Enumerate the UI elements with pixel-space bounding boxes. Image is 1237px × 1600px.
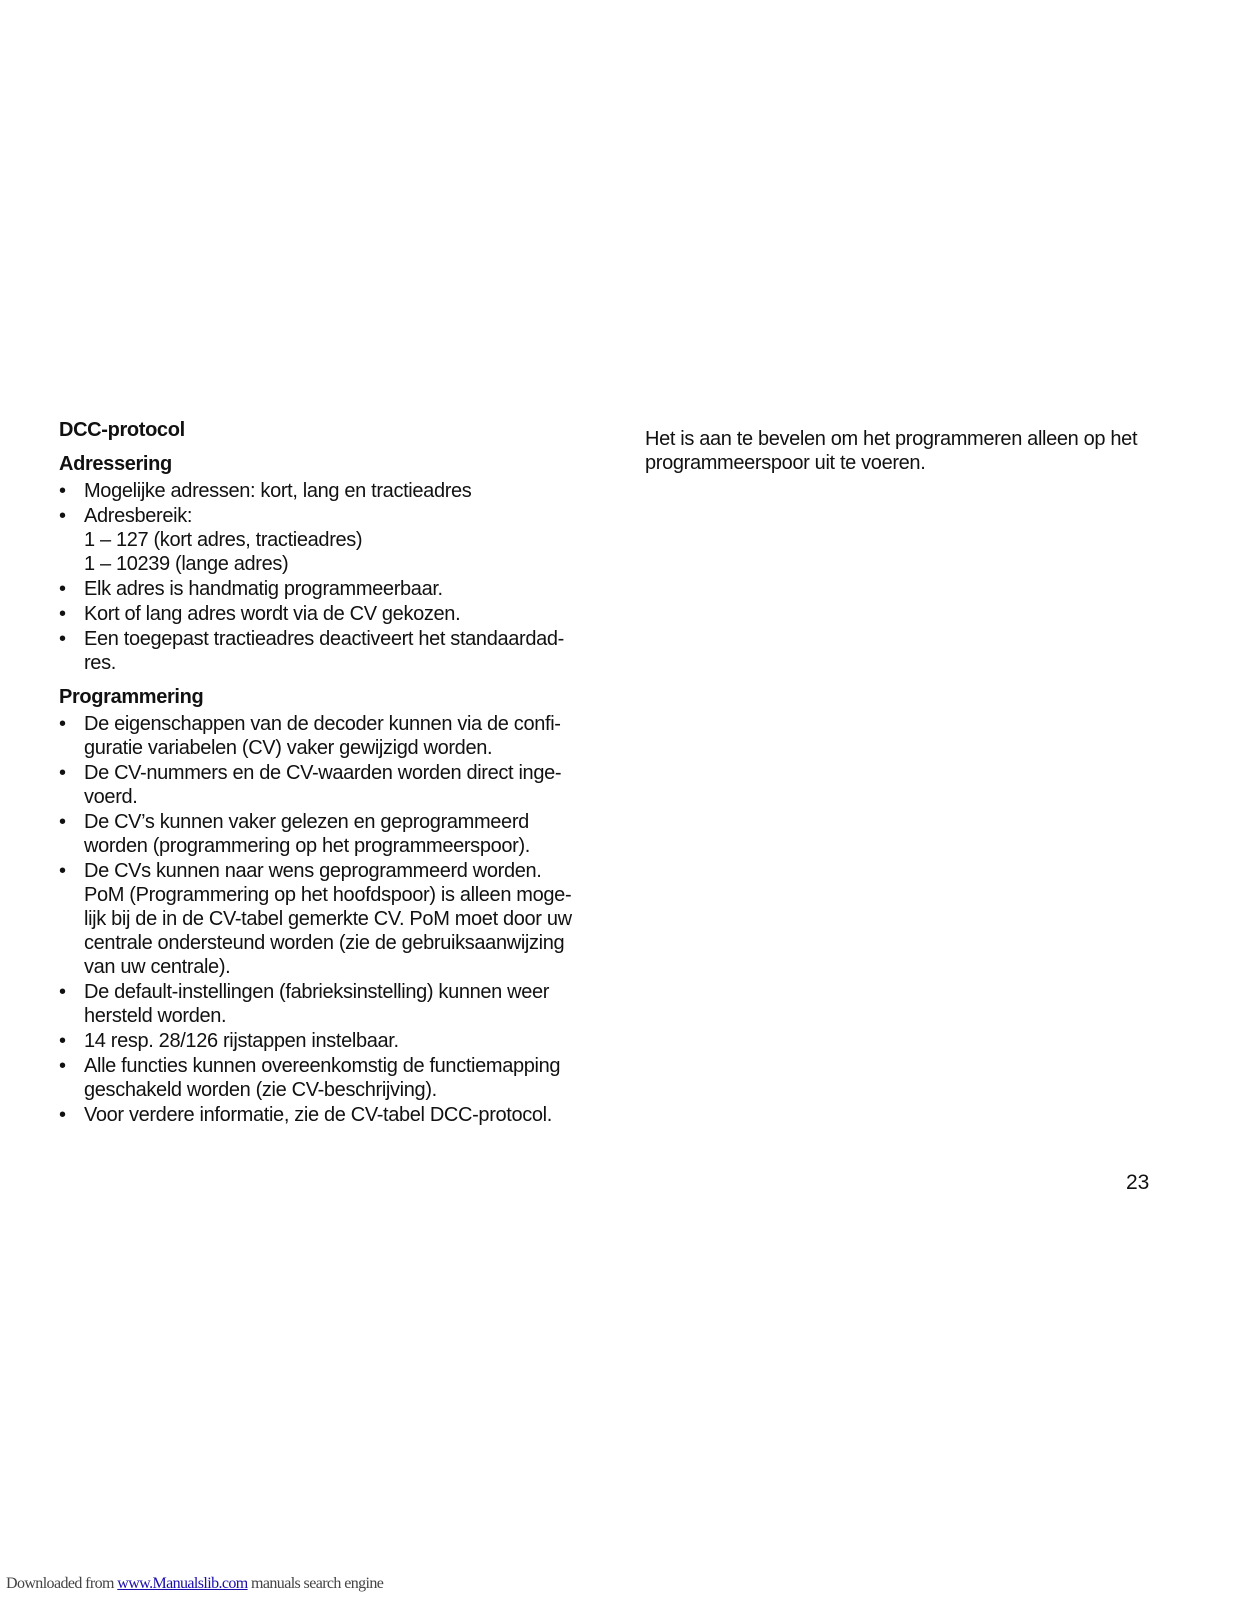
bullet-icon: • <box>59 981 66 1003</box>
download-footer <box>6 1575 383 1593</box>
list-item: • De CVs kunnen naar wens geprogrammeerd worden. PoM (Programmering op het hoofdspoor) is alleen moge- lijk bij de in de CV-tabel gemerkte CV. PoM moet door uw centrale ondersteund worden (zie de gebruiksaanwijzing van uw centrale). <box>59 860 572 978</box>
list-item: • Elk adres is handmatig programmeerbaar. <box>59 578 443 600</box>
left-column <box>59 418 599 1128</box>
bullet-icon: • <box>59 628 66 650</box>
subheading-adressering: Adressering <box>59 453 172 475</box>
adressering-list <box>59 479 599 675</box>
bullet-icon: • <box>59 1030 66 1052</box>
list-item: • Kort of lang adres wordt via de CV gekozen. <box>59 603 461 625</box>
bullet-icon: • <box>59 713 66 735</box>
bullet-icon: • <box>59 480 66 502</box>
paragraph-line: programmeerspoor uit te voeren. <box>645 452 926 474</box>
list-item: • De eigenschappen van de decoder kunnen via de confi- guratie variabelen (CV) vaker gewijzigd worden. <box>59 713 561 759</box>
bullet-icon: • <box>59 1104 66 1126</box>
footer-suffix: manuals search engine <box>247 1575 384 1592</box>
section-title: DCC-protocol <box>59 419 185 441</box>
bullet-icon: • <box>59 860 66 882</box>
bullet-icon: • <box>59 603 66 625</box>
list-item: • Voor verdere informatie, zie de CV-tabel DCC-protocol. <box>59 1104 552 1126</box>
paragraph-line: Het is aan te bevelen om het programmeren alleen op het <box>645 428 1138 450</box>
bullet-icon: • <box>59 578 66 600</box>
list-item: • Een toegepast tractieadres deactiveert het standaardad- res. <box>59 628 564 674</box>
programmering-list <box>59 712 599 1127</box>
right-column <box>645 427 1185 475</box>
list-item: • De default-instellingen (fabrieksinstelling) kunnen weer hersteld worden. <box>59 981 550 1027</box>
footer-prefix: Downloaded from <box>6 1575 118 1592</box>
bullet-icon: • <box>59 505 66 527</box>
list-item: • Mogelijke adressen: kort, lang en tractieadres <box>59 480 472 502</box>
list-item: • Alle functies kunnen overeenkomstig de functiemapping geschakeld worden (zie CV-beschrijving). <box>59 1055 561 1101</box>
list-item: • De CV-nummers en de CV-waarden worden direct inge- voerd. <box>59 762 562 808</box>
list-item: • Adresbereik: 1 – 127 (kort adres, tractieadres) 1 – 10239 (lange adres) <box>59 505 363 575</box>
list-item: • De CV’s kunnen vaker gelezen en geprogrammeerd worden (programmering op het programmeerspoor). <box>59 811 530 857</box>
page-number: 23 <box>1126 1171 1150 1194</box>
bullet-icon: • <box>59 1055 66 1077</box>
bullet-icon: • <box>59 762 66 784</box>
manualslib-link[interactable]: www.Manualslib.com <box>117 1575 248 1592</box>
subheading-programmering: Programmering <box>59 686 204 708</box>
list-item: • 14 resp. 28/126 rijstappen instelbaar. <box>59 1030 399 1052</box>
bullet-icon: • <box>59 811 66 833</box>
